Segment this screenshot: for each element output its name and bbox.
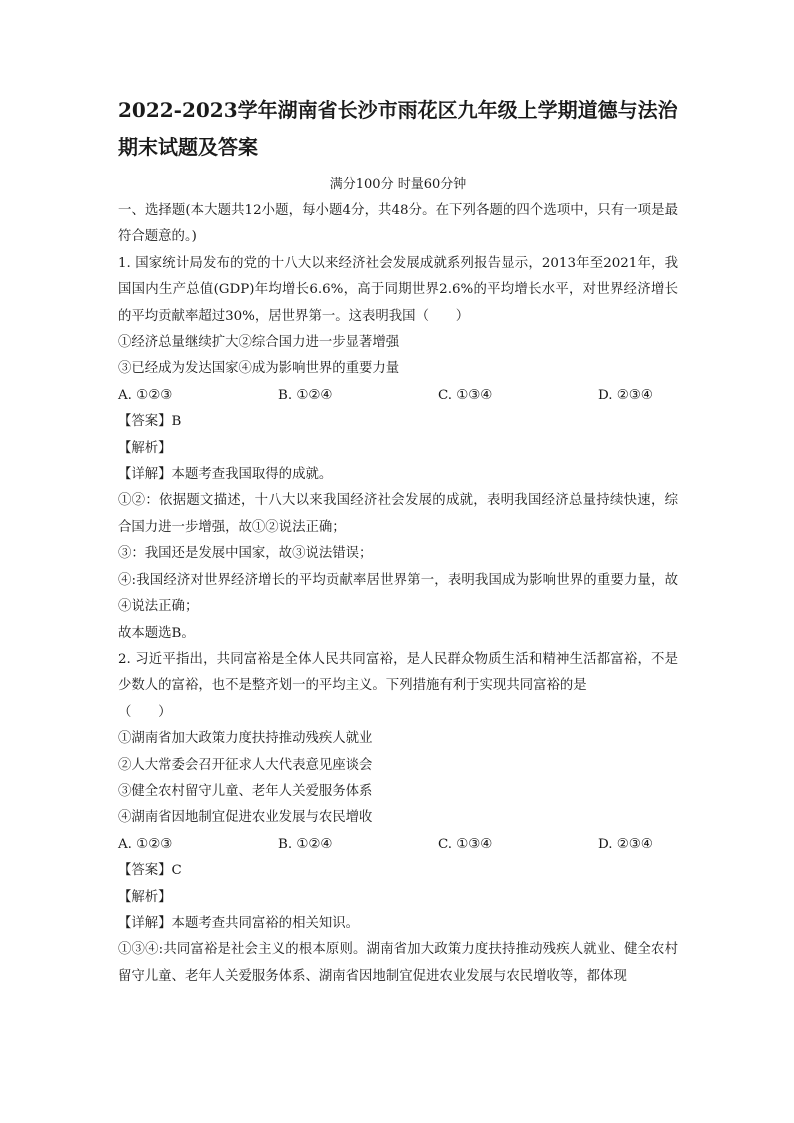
question-1-conclusion: 故本题选B。 — [118, 625, 195, 641]
question-1-option-c: C. ①③④ — [438, 387, 493, 403]
document-page — [118, 92, 678, 990]
question-1-answer: 【答案】B — [118, 414, 182, 430]
question-2-item-1: ①湖南省加大政策力度扶持推动残疾人就业 — [118, 731, 373, 747]
question-1-item-2: ③已经成为发达国家④成为影响世界的重要力量 — [118, 361, 400, 377]
question-2-options — [118, 832, 678, 858]
question-2-detail: 【详解】本题考查共同富裕的相关知识。 — [118, 915, 360, 931]
question-2-explanation-1: ①③④:共同富裕是社会主义的根本原则。湖南省加大政策力度扶持推动残疾人就业、健全农村留守儿童、老年人关爱服务体系、湖南省因地制宜促进农业发展与农民增收等，都体现 — [118, 942, 678, 984]
question-2-option-c: C. ①③④ — [438, 836, 493, 852]
question-1-item-1: ①经济总量继续扩大②综合国力进一步显著增强 — [118, 335, 400, 351]
question-1-detail: 【详解】本题考查我国取得的成就。 — [118, 467, 333, 483]
question-2-item-3: ③健全农村留守儿童、老年人关爱服务体系 — [118, 783, 373, 799]
question-2-answer: 【答案】C — [118, 863, 182, 879]
question-2-paren: （ ） — [118, 704, 172, 720]
question-1-explanation-2: ③：我国还是发展中国家，故③说法错误； — [118, 546, 373, 562]
section-intro: 一、选择题(本大题共12小题，每小题4分，共48分。在下列各题的四个选项中，只有一项是最符合题意的。) — [118, 203, 678, 245]
question-2-option-b: B. ①②④ — [278, 836, 333, 852]
document-title: 2022-2023学年湖南省长沙市雨花区九年级上学期道德与法治期末试题及答案 — [118, 98, 678, 159]
question-2-item-2: ②人大常委会召开征求人大代表意见座谈会 — [118, 757, 373, 773]
document-subtitle: 满分100分 时量60分钟 — [329, 177, 467, 192]
question-2-stem: 2. 习近平指出，共同富裕是全体人民共同富裕，是人民群众物质生活和精神生活都富裕，不是少数人的富裕，也不是整齐划一的平均主义。下列措施有利于实现共同富裕的是 — [118, 651, 678, 694]
question-2-item-4: ④湖南省因地制宜促进农业发展与农民增收 — [118, 810, 373, 826]
question-1-explanation-1: ①②：依据题文描述，十八大以来我国经济社会发展的成就，表明我国经济总量持续快速，综合国力进一步增强，故①②说法正确； — [118, 493, 678, 535]
question-1-explanation-3: ④:我国经济对世界经济增长的平均贡献率居世界第一，表明我国成为影响世界的重要力量，故④说法正确； — [118, 572, 678, 615]
question-1-option-a: A. ①②③ — [118, 387, 173, 403]
question-1-analysis-label: 【解析】 — [118, 440, 172, 456]
question-1-options — [118, 383, 678, 409]
question-1-option-d: D. ②③④ — [598, 387, 653, 403]
question-1-option-b: B. ①②④ — [278, 387, 333, 403]
question-2-option-d: D. ②③④ — [598, 836, 653, 852]
question-2-analysis-label: 【解析】 — [118, 889, 172, 905]
question-2-option-a: A. ①②③ — [118, 836, 173, 852]
question-1-stem: 1. 国家统计局发布的党的十八大以来经济社会发展成就系列报告显示，2013年至2021年，我国国内生产总值(GDP)年均增长6.6%，高于同期世界2.6%的平均增长水平，对世界经济增长的平均贡献率超过30%，居世界第一。这表明我国（ ） — [118, 255, 678, 324]
